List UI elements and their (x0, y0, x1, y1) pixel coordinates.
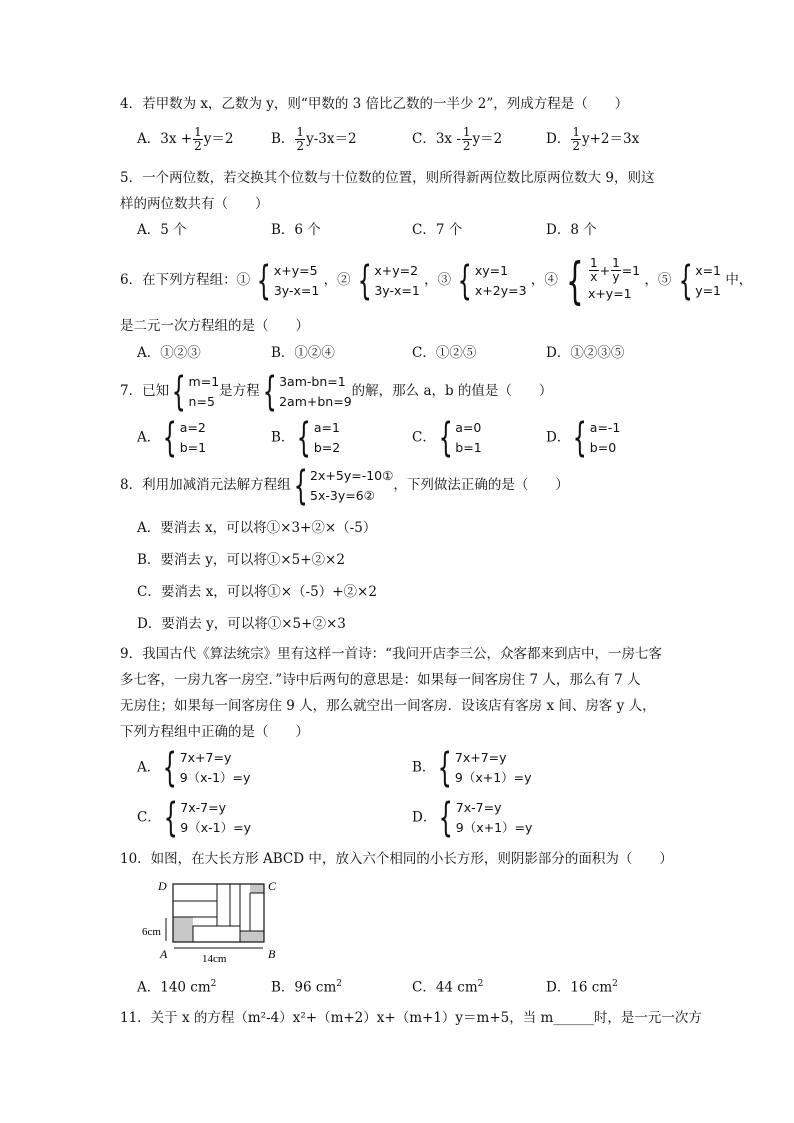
q8-option-c[interactable]: C．要消去 x，可以将①×（-5）+②×2 (137, 584, 377, 600)
label-height: 6cm (142, 926, 161, 938)
q7-system: { 3am-bn=1 2am+bn=9 (262, 368, 352, 415)
q8-system: { 2x+5y=-10① 5x-3y=6② (293, 462, 394, 509)
q7-lead: 7．已知 (120, 383, 170, 399)
q5-option-b[interactable]: B．6 个 (271, 222, 321, 238)
q10-stem: 10．如图，在大长方形 ABCD 中，放入六个相同的小长方形，则阴影部分的面积为（ ） (120, 851, 673, 867)
q5-option-a[interactable]: A．5 个 (137, 222, 187, 238)
q8-option-d[interactable]: D．要消去 y，可以将①×5+②×3 (137, 616, 346, 632)
q6-system-3: { xy=1 x+2y=3 (458, 257, 527, 304)
q6-sep4: ，④ (530, 272, 558, 288)
q9-option-c[interactable]: C． { 7x-7=y 9（x-1）=y (137, 795, 251, 841)
q7-option-b[interactable]: B． { a=1 b=2 (271, 415, 341, 461)
q8-tail: ，下列做法正确的是（ ） (393, 477, 569, 493)
q7-known: { m=1 n=5 (171, 368, 220, 415)
q11-stem: 11．关于 x 的方程（m²-4）x²+（m+2）x+（m+1）y＝m+5，当 m______时，是一元一次方 (120, 1010, 702, 1026)
q9-line3: 无房住；如果每一间客房住 9 人，那么就空出一间客房．设该店有客房 x 间、房客 y 人， (120, 698, 656, 714)
q4-a-pre: A．3x + (137, 131, 193, 147)
q6-system-1: { x+y=5 3y-x=1 (257, 257, 320, 304)
q6-system-4: { $\frac{1}{x}$ + $\frac{1}{y}$ =1 x+y=1 (566, 251, 641, 310)
q4-c-pre: C．3x - (412, 131, 461, 147)
q4-c-post: y＝2 (472, 131, 503, 147)
q5-option-d[interactable]: D．8 个 (546, 222, 597, 238)
q6-system-5: { x=1 y=1 (678, 257, 722, 304)
shade-bottom-right (240, 931, 264, 942)
label-b: B (268, 947, 276, 961)
q4-d-post: y+2＝3x (581, 131, 640, 147)
label-width: 14cm (202, 953, 227, 965)
q8-lead: 8．利用加减消元法解方程组 (120, 477, 291, 493)
q10-option-b[interactable]: B．96 $cm^2$ (271, 979, 342, 996)
q9-option-d[interactable]: D． { 7x-7=y 9（x+1）=y (412, 795, 533, 841)
q5-line2: 样的两位数共有（ ） (120, 196, 269, 212)
q6-sep2: ，② (323, 272, 351, 288)
q4-b-pre: B． (271, 131, 295, 147)
q4-d-pre: D． (546, 131, 571, 147)
q6-option-b[interactable]: B．①②④ (271, 345, 335, 361)
q4-option-b[interactable] (271, 126, 357, 153)
q4-option-d[interactable] (546, 126, 639, 153)
q6-sep3: ，③ (424, 272, 452, 288)
shade-top-right (250, 884, 264, 893)
q6-option-c[interactable]: C．①②⑤ (412, 345, 477, 361)
q10-option-a[interactable]: A．140 $cm^2$ (137, 979, 217, 996)
q6-line2: 是二元一次方程组的是（ ） (120, 318, 309, 334)
q6-lead: 6．在下列方程组：① (120, 272, 251, 288)
q9-option-b[interactable]: B． { 7x+7=y 9（x+1）=y (412, 745, 532, 791)
q7-option-c[interactable]: C． { a=0 b=1 (412, 415, 482, 461)
q6-tail: 中， (725, 272, 753, 288)
q4-b-frac: $\frac{1}{2}$ (296, 125, 305, 153)
q4-a-frac: $\frac{1}{2}$ (194, 125, 202, 153)
label-a: A (160, 947, 168, 961)
q4-option-a[interactable] (137, 126, 233, 153)
q8-option-a[interactable]: A．要消去 x，可以将①×3+②×（-5） (137, 520, 377, 536)
label-d: D (158, 879, 167, 893)
q6-option-a[interactable]: A．①②③ (137, 345, 201, 361)
q10-option-d[interactable]: D．16 $cm^2$ (546, 979, 618, 996)
q4-stem: 4．若甲数为 x，乙数为 y，则“甲数的 3 倍比乙数的一半少 2”，列成方程是（ ） (120, 96, 629, 112)
q9-line4: 下列方程组中正确的是（ ） (120, 724, 309, 740)
q4-a-post: y＝2 (203, 131, 234, 147)
q9-option-a[interactable]: A． { 7x+7=y 9（x-1）=y (137, 745, 251, 791)
q7-mid: 是方程 (219, 383, 260, 399)
q4-option-c[interactable] (412, 126, 502, 153)
q8-stem (120, 462, 569, 509)
shade-left (173, 917, 193, 942)
q4-d-frac: $\frac{1}{2}$ (572, 125, 580, 153)
q9-line1: 9．我国古代《算法统宗》里有这样一首诗：“我问开店李三公，众客都来到店中，一房七客 (120, 646, 662, 662)
q10-option-c[interactable]: C．44 $cm^2$ (412, 979, 484, 996)
q4-b-post: y-3x＝2 (306, 131, 357, 147)
q5-line1: 5．一个两位数，若交换其个位数与十位数的位置，则所得新两位数比原两位数大 9，则这 (120, 170, 655, 186)
q6-stem (120, 252, 752, 308)
q10-figure (130, 874, 290, 974)
q6-sep5: ，⑤ (644, 272, 672, 288)
q7-tail: 的解，那么 a，b 的值是（ ） (351, 383, 553, 399)
q8-option-b[interactable]: B．要消去 y，可以将①×5+②×2 (137, 552, 345, 568)
q7-stem (120, 368, 553, 415)
label-c: C (268, 879, 277, 893)
q7-option-a[interactable]: A． { a=2 b=1 (137, 415, 207, 461)
q6-option-d[interactable]: D．①②③⑤ (546, 345, 625, 361)
q5-option-c[interactable]: C．7 个 (412, 222, 463, 238)
q9-line2: 多七客，一房九客一房空．”诗中后两句的意思是：如果每一间客房住 7 人，那么有 7 人 (120, 672, 641, 688)
q4-c-frac: $\frac{1}{2}$ (462, 125, 471, 153)
q6-system-2: { x+y=2 3y-x=1 (357, 257, 420, 304)
q7-option-d[interactable]: D． { a=-1 b=0 (546, 415, 621, 461)
bottom-rect (193, 926, 240, 942)
